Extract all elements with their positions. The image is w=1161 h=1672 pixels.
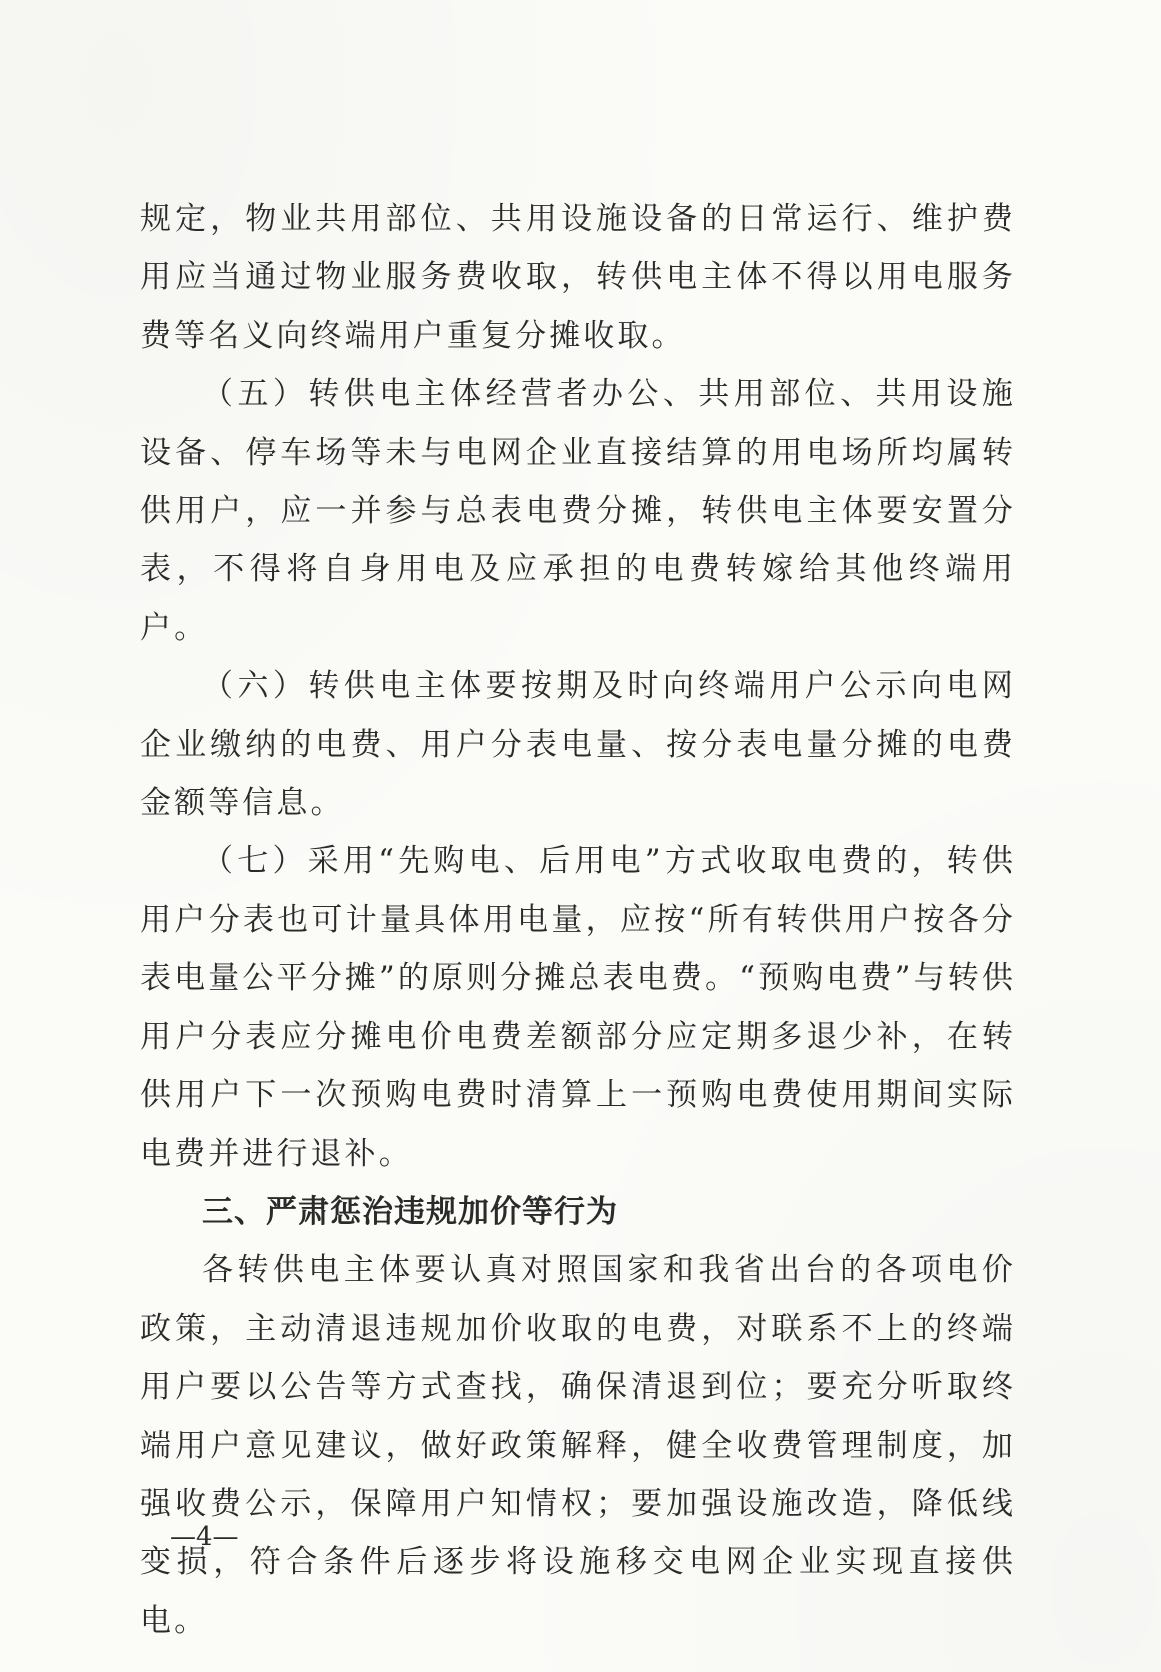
paragraph-continuation: 规定，物业共用部位、共用设施设备的日常运行、维护费用应当通过物业服务费收取，转供电主体不得以用电服务费等名义向终端用户重复分摊收取。 — [140, 201, 1016, 354]
paragraph-section-3: 各转供电主体要认真对照国家和我省出台的各项电价政策，主动清退违规加价收取的电费，对联系不上的终端用户要以公告等方式查找，确保清退到位；要充分听取终端用户意见建议，做好政策解释，健全收费管理制度，加强收费公示，保障用户知情权；要加强设施改造，降低线变损，符合条件后逐步将设施移交电网企业实现直接供电。 — [140, 1252, 1016, 1639]
body-text — [140, 190, 1016, 1650]
page-number: —4— — [170, 1522, 239, 1552]
section-heading-3: 三、严肃惩治违规加价等行为 — [202, 1193, 618, 1230]
paragraph-item-6: （六）转供电主体要按期及时向终端用户公示向电网企业缴纳的电费、用户分表电量、按分表电量分摊的电费金额等信息。 — [140, 668, 1016, 822]
paragraph-item-5: （五）转供电主体经营者办公、共用部位、共用设施设备、停车场等未与电网企业直接结算的用电场所均属转供用户，应一并参与总表电费分摊，转供电主体要安置分表，不得将自身用电及应承担的电费转嫁给其他终端用户。 — [140, 376, 1016, 646]
paragraph-item-7: （七）采用“先购电、后用电”方式收取电费的，转供用户分表也可计量具体用电量，应按“所有转供用户按各分表电量公平分摊”的原则分摊总表电费。“预购电费”与转供用户分表应分摊电价电费差额部分应定期多退少补，在转供用户下一次预购电费时清算上一预购电费使用期间实际电费并进行退补。 — [140, 843, 1016, 1172]
